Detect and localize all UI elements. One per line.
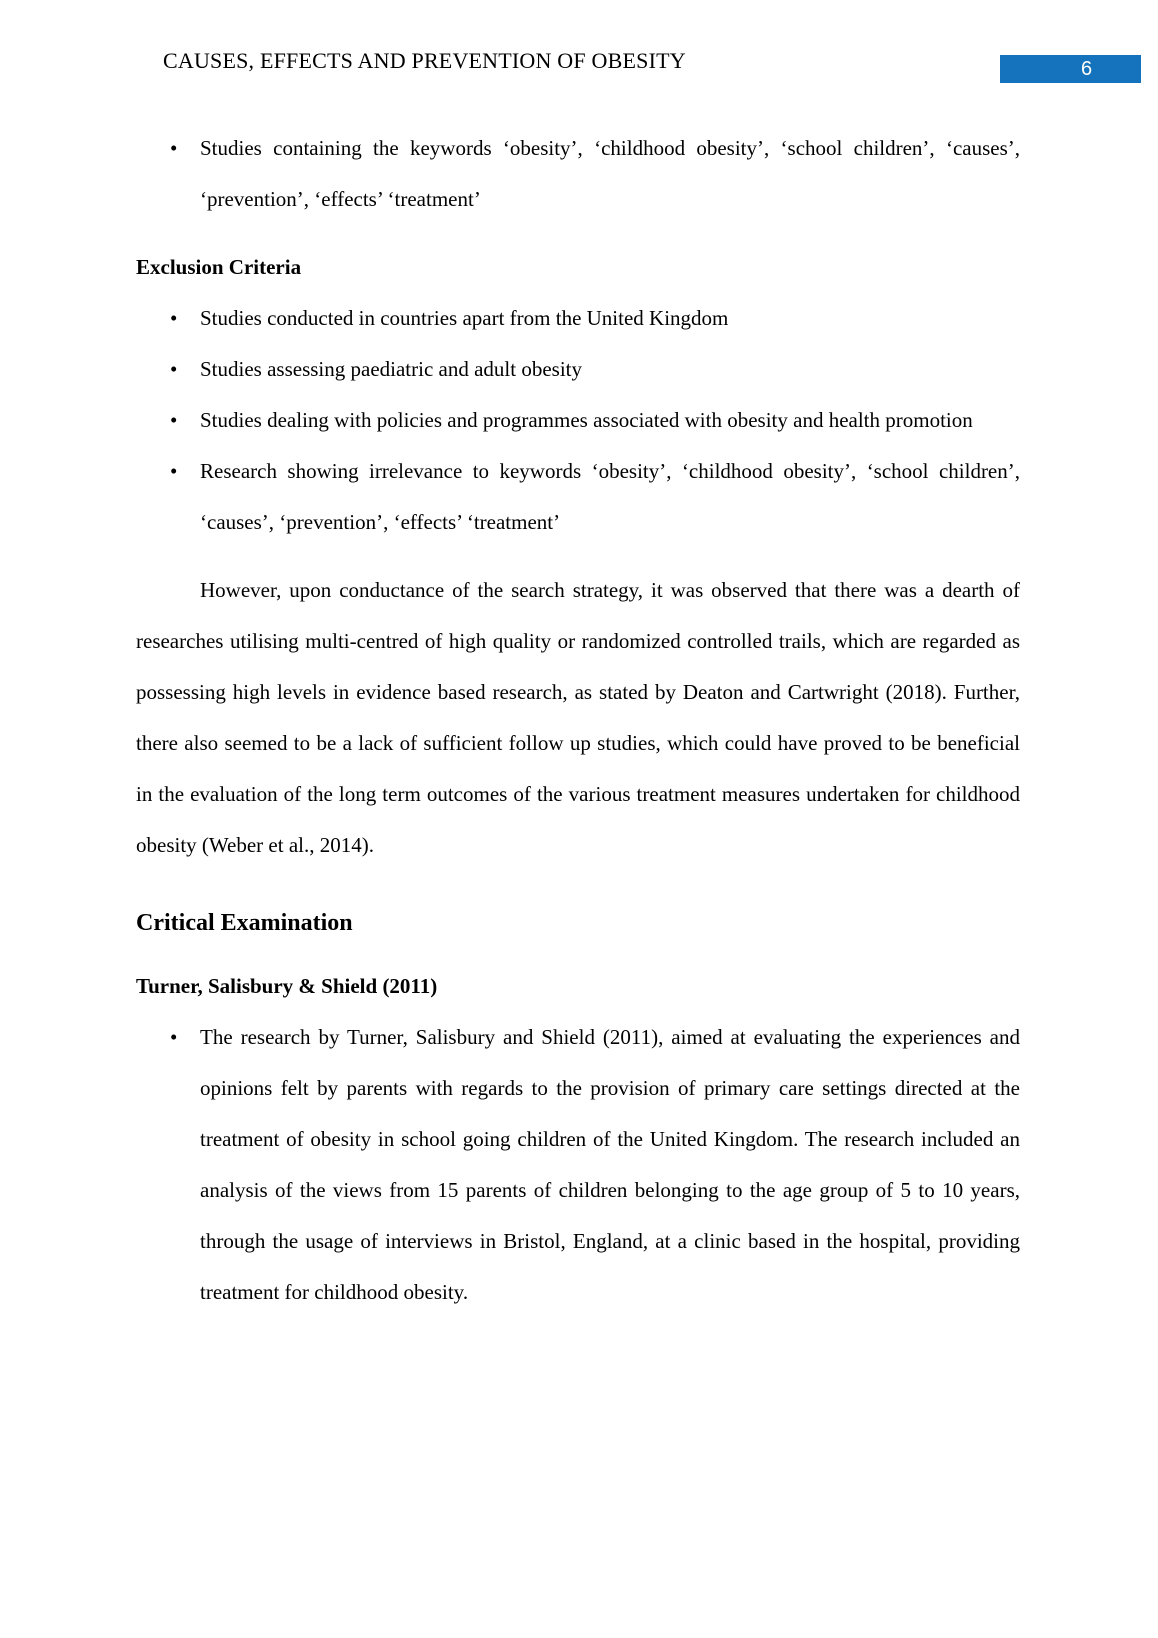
list-item: • Studies assessing paediatric and adult obesity bbox=[200, 344, 1020, 395]
list-item: • The research by Turner, Salisbury and Shield (2011), aimed at evaluating the experiences and opinions felt by parents with regards to the provision of primary care settings directed at the treatment of obesity in school going children of the United Kingdom. The research included an analysis of the views from 15 parents of children belonging to the age group of 5 to 10 years, through the usage of interviews in Bristol, England, at a clinic based in the hospital, providing treatment for childhood obesity. bbox=[200, 1012, 1020, 1318]
critical-examination-heading: Critical Examination bbox=[136, 910, 353, 936]
list-item: • Studies conducted in countries apart from the United Kingdom bbox=[200, 293, 1020, 344]
turner-salisbury-shield-subheading: Turner, Salisbury & Shield (2011) bbox=[136, 974, 438, 998]
page-header bbox=[136, 47, 1020, 75]
document-body bbox=[136, 123, 1020, 1318]
search-strategy-paragraph: However, upon conductance of the search strategy, it was observed that there was a dearth of researches utilising multi-centred of high quality or randomized controlled trails, which are regarded as possessing high levels in evidence based research, as stated by Deaton and Cartwright (2018). Further, there also seemed to be a lack of sufficient follow up studies, which could have proved to be beneficial in the evaluation of the long term outcomes of the various treatment measures undertaken for childhood obesity (Weber et al., 2014). bbox=[136, 578, 1020, 857]
exclusion-criteria-heading: Exclusion Criteria bbox=[136, 255, 302, 279]
page-number: 6 bbox=[1080, 57, 1093, 80]
exclusion-bullet-list bbox=[136, 293, 1020, 548]
list-item: • Research showing irrelevance to keywords ‘obesity’, ‘childhood obesity’, ‘school children’, ‘causes’, ‘prevention’, ‘effects’ ‘treatment’ bbox=[200, 446, 1020, 548]
running-head-title: CAUSES, EFFECTS AND PREVENTION OF OBESITY bbox=[163, 48, 686, 73]
critical-bullet-list bbox=[136, 1012, 1020, 1318]
list-item: • Studies dealing with policies and programmes associated with obesity and health promotion bbox=[200, 395, 1020, 446]
intro-bullet-list bbox=[136, 123, 1020, 225]
page-number-badge bbox=[1000, 55, 1141, 83]
list-item: • Studies containing the keywords ‘obesity’, ‘childhood obesity’, ‘school children’, ‘causes’, ‘prevention’, ‘effects’ ‘treatment’ bbox=[200, 123, 1020, 225]
